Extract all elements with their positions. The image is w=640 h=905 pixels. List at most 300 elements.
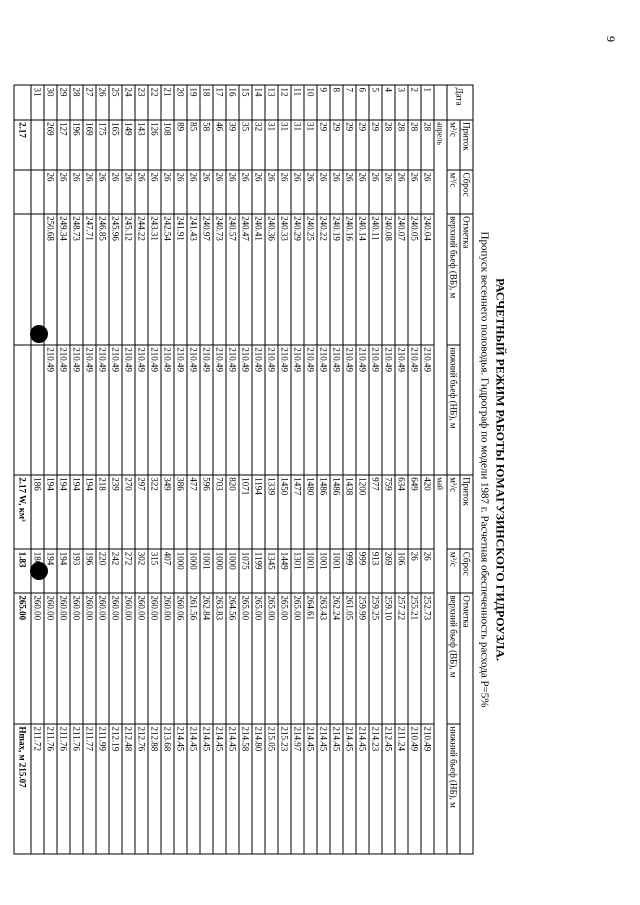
cell-upper-pool-may: 260.00: [96, 593, 109, 724]
cell-lower-pool-may: 214.58: [239, 724, 252, 854]
cell-inflow-april: 108: [161, 120, 174, 170]
cell-upper-pool-may: 260.00: [31, 593, 44, 724]
cell-lower-pool-april: 210.49: [161, 345, 174, 475]
cell-lower-pool-may: 214.45: [200, 724, 213, 854]
cell-discharge-april: 26: [356, 170, 369, 214]
cell-discharge-may: 913: [369, 549, 382, 593]
cell-inflow-april: 269: [44, 120, 57, 170]
cell-upper-pool-april: 240.25: [304, 214, 317, 345]
cell-upper-pool-may: 265.00: [239, 593, 252, 724]
table-row: [382, 85, 395, 854]
table-row: [252, 85, 265, 854]
cell-upper-pool-may: 263.43: [317, 593, 330, 724]
cell-inflow-may: 1200: [356, 475, 369, 550]
footer-w-april: 2.17: [14, 120, 31, 170]
table-row: [421, 85, 434, 854]
table-row: [148, 85, 161, 854]
cell-date: 23: [135, 85, 148, 120]
table-row: [317, 85, 330, 854]
table-row: [44, 85, 57, 854]
cell-lower-pool-april: 210.49: [135, 345, 148, 475]
document-title: РАСЧЕТНЫЙ РЕЖИМ РАБОТЫ ЮМАГУЗИНСКОГО ГИДРОУЗЛА.: [493, 278, 508, 661]
table-row: [200, 85, 213, 854]
cell-discharge-april: 26: [395, 170, 408, 214]
footer-w-label: W, км³: [17, 495, 28, 522]
cell-date: 3: [395, 85, 408, 120]
cell-lower-pool-may: 212.76: [135, 724, 148, 854]
cell-date: 2: [408, 85, 421, 120]
cell-upper-pool-april: 240.05: [408, 214, 421, 345]
cell-lower-pool-april: 210.49: [239, 345, 252, 475]
cell-lower-pool-april: 210.49: [382, 345, 395, 475]
cell-lower-pool-april: [31, 345, 44, 475]
cell-inflow-may: 186: [31, 475, 44, 550]
cell-upper-pool-may: 261.05: [343, 593, 356, 724]
cell-discharge-april: 26: [421, 170, 434, 214]
cell-lower-pool-april: 210.49: [356, 345, 369, 475]
cell-upper-pool-may: 262.84: [200, 593, 213, 724]
cell-date: 12: [278, 85, 291, 120]
unit-discharge-april: м³/с: [447, 170, 460, 214]
cell-discharge-may: 1000: [187, 549, 200, 593]
cell-lower-pool-may: 214.45: [317, 724, 330, 854]
header-inflow-may: Приток: [460, 475, 473, 550]
title-block: [479, 61, 510, 879]
cell-date: 15: [239, 85, 252, 120]
cell-lower-pool-april: 210.49: [96, 345, 109, 475]
cell-inflow-may: 1486: [317, 475, 330, 550]
cell-date: 18: [200, 85, 213, 120]
cell-discharge-may: 1001: [304, 549, 317, 593]
cell-lower-pool-may: 211.24: [395, 724, 408, 854]
document-subtitle: Пропуск весеннего половодья. Гидрограф по модели 1987 г. Расчетная обеспеченность расхода P=5%: [478, 231, 491, 708]
cell-inflow-april: 143: [135, 120, 148, 170]
cell-lower-pool-april: 210.49: [265, 345, 278, 475]
cell-lower-pool-may: 214.45: [187, 724, 200, 854]
cell-inflow-may: 1477: [291, 475, 304, 550]
cell-discharge-may: 242: [109, 549, 122, 593]
cell-upper-pool-april: 246.85: [96, 214, 109, 345]
cell-discharge-april: 26: [408, 170, 421, 214]
unit-inflow-may: м³/с: [447, 475, 460, 550]
cell-inflow-april: 31: [304, 120, 317, 170]
cell-date: 11: [291, 85, 304, 120]
cell-discharge-april: 26: [96, 170, 109, 214]
table-row: [265, 85, 278, 854]
cell-date: 10: [304, 85, 317, 120]
cell-inflow-may: 649: [408, 475, 421, 550]
cell-inflow-may: 218: [96, 475, 109, 550]
header-inflow-april: Приток: [460, 120, 473, 170]
cell-upper-pool-may: 260.00: [161, 593, 174, 724]
cell-discharge-may: 196: [83, 549, 96, 593]
cell-upper-pool-april: 240.16: [343, 214, 356, 345]
cell-upper-pool-april: 248.73: [70, 214, 83, 345]
cell-inflow-may: 1071: [239, 475, 252, 550]
cell-discharge-april: 26: [70, 170, 83, 214]
cell-upper-pool-may: 265.00: [278, 593, 291, 724]
unit-inflow-april: м³/с: [447, 120, 460, 170]
cell-discharge-april: 26: [109, 170, 122, 214]
table-row: [408, 85, 421, 854]
cell-date: 16: [226, 85, 239, 120]
cell-lower-pool-may: 214.45: [356, 724, 369, 854]
cell-discharge-may: 26: [408, 549, 421, 593]
cell-date: 26: [96, 85, 109, 120]
cell-lower-pool-may: 211.77: [83, 724, 96, 854]
footer-upper-max: 265.00: [14, 593, 31, 724]
cell-lower-pool-may: 212.45: [382, 724, 395, 854]
cell-inflow-may: 1486: [330, 475, 343, 550]
cell-inflow-may: 1480: [304, 475, 317, 550]
cell-upper-pool-may: 259.25: [369, 593, 382, 724]
cell-date: 25: [109, 85, 122, 120]
cell-inflow-april: 89: [174, 120, 187, 170]
cell-discharge-may: 269: [382, 549, 395, 593]
cell-discharge-april: 26: [200, 170, 213, 214]
cell-discharge-may: 999: [356, 549, 369, 593]
header-upper-pool-april: верхний бьеф (ВБ), м: [447, 214, 460, 345]
cell-inflow-april: 31: [265, 120, 278, 170]
cell-date: 27: [83, 85, 96, 120]
cell-discharge-april: 26: [187, 170, 200, 214]
cell-upper-pool-may: 260.00: [109, 593, 122, 724]
cell-discharge-april: 26: [278, 170, 291, 214]
cell-discharge-may: 272: [122, 549, 135, 593]
cell-lower-pool-april: 210.49: [70, 345, 83, 475]
cell-lower-pool-may: 214.97: [291, 724, 304, 854]
cell-discharge-may: 1000: [226, 549, 239, 593]
cell-upper-pool-may: 260.00: [57, 593, 70, 724]
unit-discharge-may: м³/с: [447, 549, 460, 593]
cell-lower-pool-may: 211.76: [57, 724, 70, 854]
cell-lower-pool-may: 210.49: [421, 724, 434, 854]
cell-date: 19: [187, 85, 200, 120]
cell-upper-pool-april: 240.29: [291, 214, 304, 345]
cell-upper-pool-april: 242.54: [161, 214, 174, 345]
cell-inflow-may: 1339: [265, 475, 278, 550]
cell-discharge-may: 106: [395, 549, 408, 593]
cell-date: 29: [57, 85, 70, 120]
cell-upper-pool-may: 260.00: [44, 593, 57, 724]
cell-inflow-april: 29: [317, 120, 330, 170]
header-discharge-may: Сброс: [460, 549, 473, 593]
cell-upper-pool-may: 263.83: [213, 593, 226, 724]
cell-lower-pool-april: 210.49: [369, 345, 382, 475]
cell-inflow-april: 175: [96, 120, 109, 170]
cell-inflow-may: 634: [395, 475, 408, 550]
cell-lower-pool-april: 210.49: [226, 345, 239, 475]
cell-lower-pool-april: 210.49: [252, 345, 265, 475]
cell-lower-pool-may: 214.23: [369, 724, 382, 854]
cell-upper-pool-may: 260.00: [148, 593, 161, 724]
cell-upper-pool-april: 240.41: [252, 214, 265, 345]
cell-date: 30: [44, 85, 57, 120]
cell-lower-pool-may: 214.45: [226, 724, 239, 854]
cell-inflow-april: 31: [278, 120, 291, 170]
table-row: [395, 85, 408, 854]
cell-upper-pool-april: 247.71: [83, 214, 96, 345]
cell-upper-pool-april: 240.08: [382, 214, 395, 345]
cell-upper-pool-may: 265.00: [252, 593, 265, 724]
cell-discharge-april: 26: [304, 170, 317, 214]
cell-discharge-april: 26: [343, 170, 356, 214]
cell-upper-pool-may: 260.00: [122, 593, 135, 724]
cell-lower-pool-april: 210.49: [421, 345, 434, 475]
cell-inflow-may: 759: [382, 475, 395, 550]
cell-upper-pool-april: 240.33: [278, 214, 291, 345]
page-number: 9: [604, 36, 618, 42]
cell-inflow-april: 85: [187, 120, 200, 170]
cell-lower-pool-april: 210.49: [343, 345, 356, 475]
cell-upper-pool-may: 265.00: [265, 593, 278, 724]
cell-lower-pool-april: 210.49: [213, 345, 226, 475]
table-row: [226, 85, 239, 854]
cell-inflow-may: 386: [174, 475, 187, 550]
footer-discharge-total: 1.83: [14, 549, 31, 593]
regime-table: [14, 85, 474, 855]
cell-date: 17: [213, 85, 226, 120]
cell-date: 22: [148, 85, 161, 120]
table-row: [135, 85, 148, 854]
table-row: [343, 85, 356, 854]
cell-date: 1: [421, 85, 434, 120]
cell-inflow-may: 1450: [278, 475, 291, 550]
cell-upper-pool-april: 240.57: [226, 214, 239, 345]
cell-lower-pool-may: 214.45: [343, 724, 356, 854]
cell-upper-pool-may: 259.99: [356, 593, 369, 724]
cell-discharge-april: 26: [122, 170, 135, 214]
cell-discharge-april: 26: [330, 170, 343, 214]
cell-discharge-april: 26: [226, 170, 239, 214]
header-lower-pool-may: нижний бьеф (НБ), м: [447, 724, 460, 854]
header-date: Дата: [447, 85, 473, 120]
table-row: [239, 85, 252, 854]
cell-inflow-april: 32: [252, 120, 265, 170]
table-row: [304, 85, 317, 854]
cell-lower-pool-may: 214.80: [252, 724, 265, 854]
cell-lower-pool-april: 210.49: [395, 345, 408, 475]
cell-inflow-april: 169: [83, 120, 96, 170]
cell-upper-pool-april: 250.68: [44, 214, 57, 345]
cell-lower-pool-may: 211.72: [31, 724, 44, 854]
table-row: [83, 85, 96, 854]
cell-inflow-april: 126: [148, 120, 161, 170]
month-label-april: апрель: [434, 120, 447, 475]
cell-discharge-april: 26: [239, 170, 252, 214]
cell-upper-pool-april: 240.11: [369, 214, 382, 345]
cell-inflow-may: 596: [200, 475, 213, 550]
cell-inflow-april: 149: [122, 120, 135, 170]
cell-date: 31: [31, 85, 44, 120]
cell-upper-pool-april: 244.22: [135, 214, 148, 345]
cell-upper-pool-april: 249.34: [57, 214, 70, 345]
cell-lower-pool-april: 210.49: [44, 345, 57, 475]
table-row: [109, 85, 122, 854]
table-row: [213, 85, 226, 854]
cell-upper-pool-april: 240.97: [200, 214, 213, 345]
cell-upper-pool-april: 245.96: [109, 214, 122, 345]
header-upper-pool-may: верхний бьеф (ВБ), м: [447, 593, 460, 724]
table-row: [70, 85, 83, 854]
cell-discharge-may: 1199: [252, 549, 265, 593]
table-row: [31, 85, 44, 854]
cell-upper-pool-may: 260.06: [174, 593, 187, 724]
table-row: [96, 85, 109, 854]
footer-h-label: Нmax, м: [17, 726, 28, 761]
cell-date: 6: [356, 85, 369, 120]
document-content: [0, 61, 510, 879]
cell-inflow-april: 165: [109, 120, 122, 170]
cell-upper-pool-may: 262.24: [330, 593, 343, 724]
cell-inflow-may: 194: [57, 475, 70, 550]
cell-date: 7: [343, 85, 356, 120]
cell-discharge-may: 1345: [265, 549, 278, 593]
cell-date: 28: [70, 85, 83, 120]
cell-date: 20: [174, 85, 187, 120]
cell-date: 13: [265, 85, 278, 120]
cell-upper-pool-may: 265.00: [291, 593, 304, 724]
cell-lower-pool-may: 211.99: [96, 724, 109, 854]
cell-lower-pool-april: 210.49: [148, 345, 161, 475]
cell-upper-pool-april: 240.19: [330, 214, 343, 345]
cell-upper-pool-may: 252.73: [421, 593, 434, 724]
month-label-may: май: [434, 475, 447, 854]
cell-lower-pool-april: 210.49: [330, 345, 343, 475]
cell-inflow-april: [31, 120, 44, 170]
cell-inflow-may: 349: [161, 475, 174, 550]
cell-inflow-april: 28: [382, 120, 395, 170]
cell-lower-pool-may: 214.45: [330, 724, 343, 854]
footer-w-may: 2.17 W, км³: [14, 475, 31, 550]
header-mark-april: Отметка: [460, 214, 473, 475]
table-row: [174, 85, 187, 854]
cell-lower-pool-april: 210.49: [187, 345, 200, 475]
cell-upper-pool-may: 260.00: [83, 593, 96, 724]
cell-inflow-april: 31: [291, 120, 304, 170]
cell-upper-pool-april: 241.91: [174, 214, 187, 345]
cell-inflow-may: 703: [213, 475, 226, 550]
cell-inflow-april: 58: [200, 120, 213, 170]
cell-inflow-april: 39: [226, 120, 239, 170]
cell-inflow-april: 28: [421, 120, 434, 170]
cell-upper-pool-may: 260.00: [70, 593, 83, 724]
cell-upper-pool-april: 240.14: [356, 214, 369, 345]
cell-lower-pool-april: 210.49: [304, 345, 317, 475]
cell-lower-pool-may: 212.48: [122, 724, 135, 854]
cell-discharge-may: 193: [70, 549, 83, 593]
cell-discharge-may: 315: [148, 549, 161, 593]
cell-upper-pool-may: 264.61: [304, 593, 317, 724]
cell-inflow-may: 239: [109, 475, 122, 550]
cell-inflow-may: 977: [369, 475, 382, 550]
cell-inflow-may: 1438: [343, 475, 356, 550]
cell-discharge-may: 1000: [174, 549, 187, 593]
cell-lower-pool-april: 210.49: [57, 345, 70, 475]
cell-lower-pool-may: 212.19: [109, 724, 122, 854]
cell-discharge-may: 194: [44, 549, 57, 593]
table-row: [278, 85, 291, 854]
cell-discharge-april: 26: [382, 170, 395, 214]
cell-inflow-april: 29: [356, 120, 369, 170]
cell-lower-pool-april: 210.49: [408, 345, 421, 475]
cell-upper-pool-april: 240.73: [213, 214, 226, 345]
cell-inflow-may: 194: [83, 475, 96, 550]
cell-discharge-may: 186: [31, 549, 44, 593]
cell-discharge-may: 1000: [213, 549, 226, 593]
cell-discharge-may: 1001: [200, 549, 213, 593]
cell-discharge-may: 220: [96, 549, 109, 593]
cell-upper-pool-april: 240.07: [395, 214, 408, 345]
cell-upper-pool-april: 240.04: [421, 214, 434, 345]
cell-lower-pool-may: 214.45: [174, 724, 187, 854]
cell-inflow-april: 35: [239, 120, 252, 170]
table-row: [330, 85, 343, 854]
cell-lower-pool-april: 210.49: [83, 345, 96, 475]
cell-upper-pool-april: 241.43: [187, 214, 200, 345]
cell-inflow-may: 194: [70, 475, 83, 550]
cell-discharge-april: 26: [174, 170, 187, 214]
table-row: [161, 85, 174, 854]
cell-discharge-may: 194: [57, 549, 70, 593]
cell-lower-pool-april: 210.49: [109, 345, 122, 475]
cell-date: 5: [369, 85, 382, 120]
table-body: [31, 85, 434, 854]
cell-discharge-may: 1075: [239, 549, 252, 593]
cell-inflow-may: 297: [135, 475, 148, 550]
cell-lower-pool-may: 213.68: [161, 724, 174, 854]
cell-discharge-april: 26: [291, 170, 304, 214]
cell-inflow-may: 322: [148, 475, 161, 550]
cell-upper-pool-may: 264.56: [226, 593, 239, 724]
cell-date: 9: [317, 85, 330, 120]
cell-inflow-may: 477: [187, 475, 200, 550]
cell-inflow-april: 29: [330, 120, 343, 170]
cell-inflow-april: 29: [369, 120, 382, 170]
cell-discharge-may: 1449: [278, 549, 291, 593]
cell-inflow-april: 29: [343, 120, 356, 170]
cell-discharge-april: [31, 170, 44, 214]
cell-date: 4: [382, 85, 395, 120]
cell-inflow-may: 194: [44, 475, 57, 550]
cell-discharge-may: 1301: [291, 549, 304, 593]
cell-discharge-april: 26: [44, 170, 57, 214]
cell-discharge-april: 26: [265, 170, 278, 214]
cell-upper-pool-april: 243.31: [148, 214, 161, 345]
cell-discharge-april: 26: [148, 170, 161, 214]
cell-lower-pool-april: 210.49: [317, 345, 330, 475]
cell-upper-pool-may: 261.56: [187, 593, 200, 724]
cell-date: 8: [330, 85, 343, 120]
table-row: [57, 85, 70, 854]
table-row: [187, 85, 200, 854]
cell-lower-pool-may: 212.88: [148, 724, 161, 854]
cell-inflow-april: 196: [70, 120, 83, 170]
cell-inflow-april: 127: [57, 120, 70, 170]
cell-lower-pool-april: 210.49: [200, 345, 213, 475]
cell-discharge-april: 26: [57, 170, 70, 214]
cell-discharge-april: 26: [317, 170, 330, 214]
cell-inflow-may: 820: [226, 475, 239, 550]
cell-date: 21: [161, 85, 174, 120]
header-mark-may: Отметка: [460, 593, 473, 854]
cell-lower-pool-may: 214.45: [213, 724, 226, 854]
cell-discharge-april: 26: [161, 170, 174, 214]
cell-inflow-may: 270: [122, 475, 135, 550]
cell-lower-pool-may: 211.76: [70, 724, 83, 854]
cell-upper-pool-april: 240.47: [239, 214, 252, 345]
header-lower-pool-april: нижний бьеф (НБ), м: [447, 345, 460, 475]
